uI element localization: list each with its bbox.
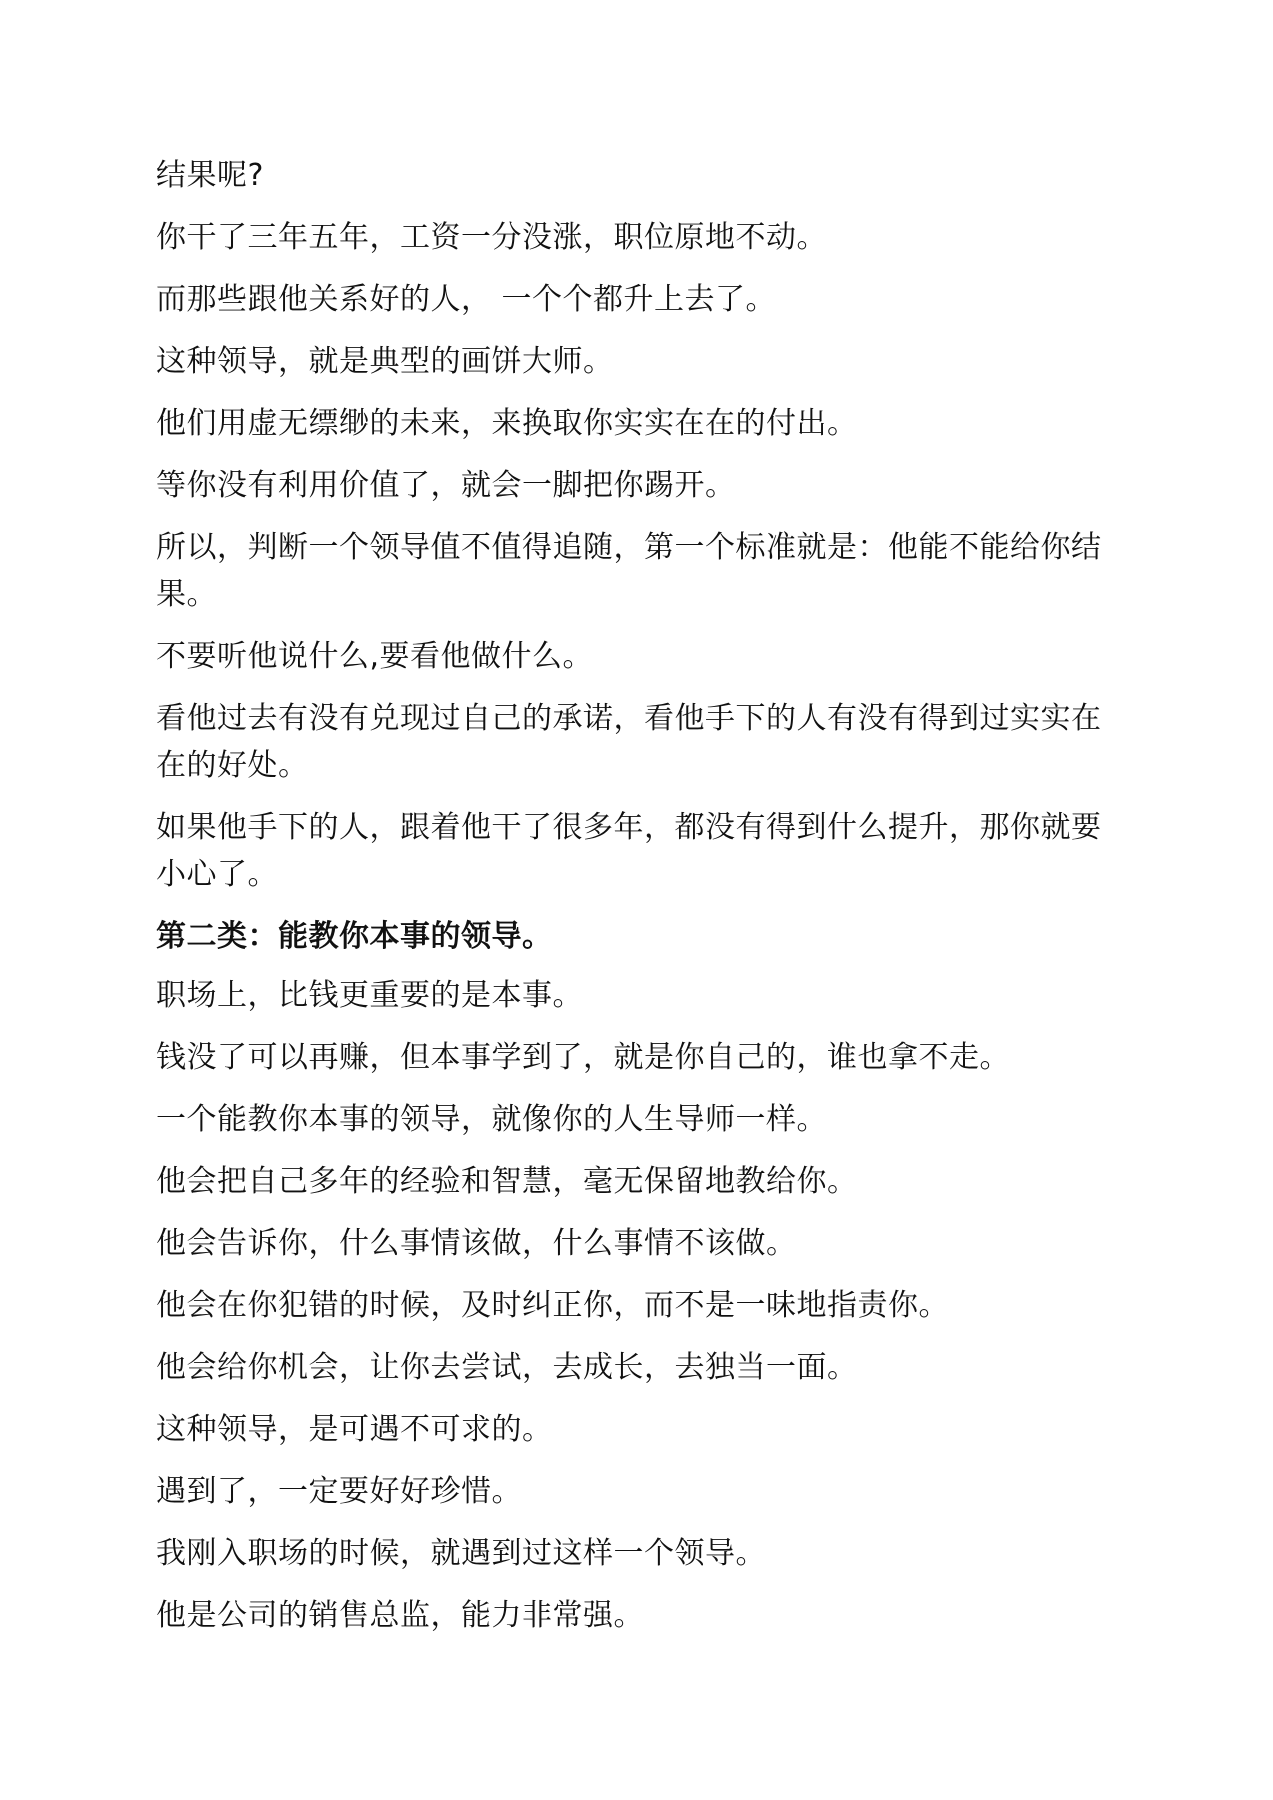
paragraph: 你干了三年五年，工资一分没涨，职位原地不动。 bbox=[156, 220, 827, 255]
paragraph: 钱没了可以再赚，但本事学到了，就是你自己的，谁也拿不走。 bbox=[156, 1040, 1010, 1075]
paragraph: 他会告诉你，什么事情该做，什么事情不该做。 bbox=[156, 1226, 797, 1261]
paragraph: 这种领导，是可遇不可求的。 bbox=[156, 1412, 553, 1447]
paragraph: 一个能教你本事的领导，就像你的人生导师一样。 bbox=[156, 1102, 827, 1137]
paragraph: 他是公司的销售总监，能力非常强。 bbox=[156, 1598, 644, 1633]
paragraph: 而那些跟他关系好的人， 一个个都升上去了。 bbox=[156, 282, 777, 317]
paragraph: 等你没有利用价值了，就会一脚把你踢开。 bbox=[156, 468, 736, 503]
paragraph: 他会把自己多年的经验和智慧，毫无保留地教给你。 bbox=[156, 1164, 858, 1199]
paragraph: 他会在你犯错的时候，及时纠正你，而不是一味地指责你。 bbox=[156, 1288, 949, 1323]
paragraph: 我刚入职场的时候，就遇到过这样一个领导。 bbox=[156, 1536, 766, 1571]
paragraph: 职场上，比钱更重要的是本事。 bbox=[156, 978, 583, 1013]
paragraph: 遇到了，一定要好好珍惜。 bbox=[156, 1474, 522, 1509]
paragraph: 不要听他说什么,要看他做什么。 bbox=[156, 639, 594, 674]
article-body bbox=[156, 152, 1116, 1654]
paragraph: 他们用虚无缥缈的未来，来换取你实实在在的付出。 bbox=[156, 406, 858, 441]
section-heading: 第二类：能教你本事的领导。 bbox=[156, 919, 553, 954]
paragraph: 结果呢? bbox=[156, 158, 264, 193]
paragraph: 所以，判断一个领导值不值得追随，第一个标准就是：他能不能给你结果。 bbox=[156, 530, 1102, 612]
paragraph: 如果他手下的人，跟着他干了很多年，都没有得到什么提升，那你就要小心了。 bbox=[156, 810, 1102, 892]
paragraph: 他会给你机会，让你去尝试，去成长，去独当一面。 bbox=[156, 1350, 858, 1385]
paragraph: 这种领导，就是典型的画饼大师。 bbox=[156, 344, 614, 379]
paragraph: 看他过去有没有兑现过自己的承诺，看他手下的人有没有得到过实实在在的好处。 bbox=[156, 701, 1102, 783]
